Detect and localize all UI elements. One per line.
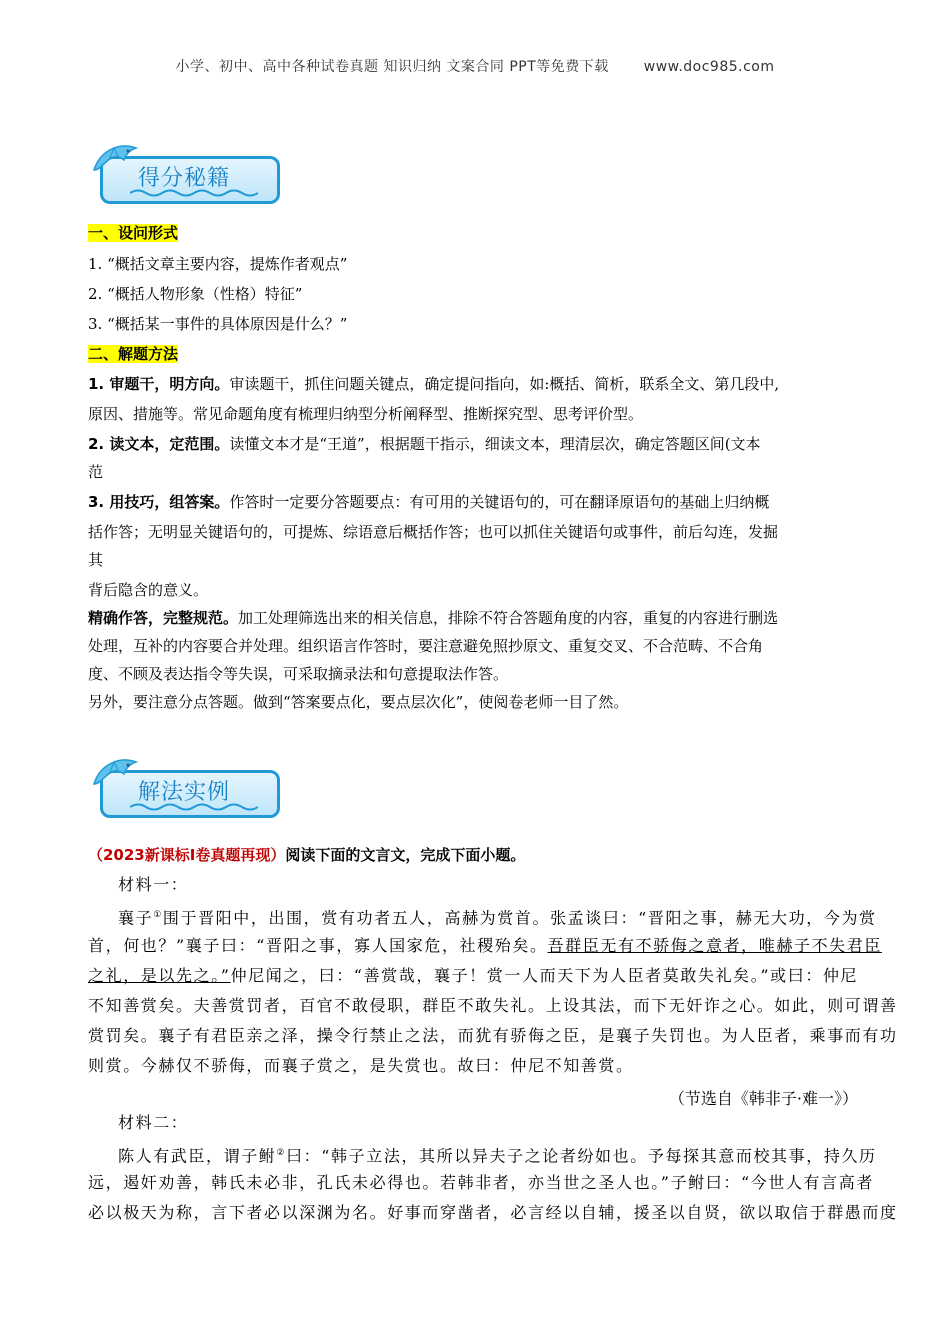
method-3-cont: 括作答；无明显关键语句的，可提炼、综语意后概括作答；也可以抓住关键语句或事件，前后勾连，发掘: [88, 523, 779, 541]
wave-decoration: [130, 802, 258, 812]
material-2-line-2: 远，遏奸劝善，韩氏未必非，孔氏未必得也。若韩非者，亦当世之圣人也。”子鲋曰：“今世人有言高者: [88, 1173, 874, 1192]
precise-answer-cont: 处理，互补的内容要合并处理。组织语言作答时，要注意避免照抄原文、重复交叉、不合范畴、不合角: [88, 637, 764, 655]
method-3-cont2: 其: [88, 551, 104, 569]
method-1-cont: 原因、措施等。常见命题角度有梳理归纳型分析阐释型、推断探究型、思考评价型。: [88, 405, 644, 423]
method-2-cont: 范: [88, 463, 104, 481]
material-1-line-2: 首，何也？”襄子曰：“晋阳之事，寡人国家危，社稷殆矣。吾群臣无有不骄侮之意者，唯赫子不失君臣: [88, 936, 882, 955]
method-1: 1. 审题干，明方向。审读题干，抓住问题关键点，确定提问指向，如:概括、简析，联系全文、第几段中,: [88, 375, 780, 393]
material-1-line-5: 赏罚矣。襄子有君臣亲之泽，操令行禁止之法，而犹有骄侮之臣，是襄子失罚也。为人臣者，乘事而有功: [88, 1026, 898, 1045]
dolphin-icon: [90, 140, 142, 184]
wave-decoration: [130, 188, 258, 198]
method-3: 3. 用技巧，组答案。作答时一定要分答题要点：有可用的关键语句的，可在翻译原语句的基础上归纳概: [88, 493, 770, 511]
material-1-line-1: 襄子①围于晋阳中，出围，赏有功者五人，高赫为赏首。张孟谈曰：“晋阳之事，赫无大功，今为赏: [118, 908, 877, 928]
badge-label: 解法实例: [138, 780, 231, 805]
material-1-source: （节选自《韩非子·难一》）: [668, 1089, 858, 1108]
question-form-2: 2. “概括人物形象（性格）特征”: [88, 285, 303, 303]
dolphin-icon: [90, 754, 142, 798]
header-url[interactable]: www.doc985.com: [643, 59, 775, 75]
page-header: [0, 56, 950, 76]
material-1-line-6: 则赏。今赫仅不骄侮，而襄子赏之，是失赏也。故曰：仲尼不知善赏。: [88, 1056, 634, 1075]
method-2: 2. 读文本，定范围。读懂文本才是“王道”，根据题干指示，细读文本，理清层次，确定答题区间(文本: [88, 435, 761, 453]
material-2-line-1: 陈人有武臣，谓子鲋②曰：“韩子立法，其所以异夫子之论者纷如也。予每探其意而校其事，持久历: [118, 1146, 877, 1166]
precise-answer: 精确作答，完整规范。加工处理筛选出来的相关信息，排除不符合答题角度的内容，重复的内容进行删选: [88, 609, 779, 627]
material-1-title: 材料一：: [118, 875, 189, 894]
note-points: 另外，要注意分点答题。做到“答案要点化，要点层次化”，使阅卷老师一目了然。: [88, 693, 629, 711]
badge-label: 得分秘籍: [138, 166, 231, 191]
heading-methods: 二、解题方法: [88, 345, 179, 363]
header-text: 小学、初中、高中各种试卷真题 知识归纳 文案合同 PPT等免费下载: [175, 59, 609, 75]
question-form-1: 1. “概括文章主要内容，提炼作者观点”: [88, 255, 348, 273]
method-3-cont3: 背后隐含的意义。: [88, 581, 209, 599]
heading-question-forms: 一、设问形式: [88, 224, 179, 242]
material-2-line-3: 必以极天为称，言下者必以深渊为名。好事而穿凿者，必言经以自辅，援圣以自贤，欲以取信于群愚而度: [88, 1203, 898, 1222]
material-2-title: 材料二：: [118, 1113, 189, 1132]
material-1-line-3: 之礼，是以先之。”仲尼闻之，曰：“善赏哉，襄子！赏一人而天下为人臣者莫敢失礼矣。”或曰：仲尼: [88, 966, 859, 985]
section-badge-examples: [90, 762, 290, 822]
example-instruction: （2023新课标I卷真题再现）阅读下面的文言文，完成下面小题。: [88, 846, 526, 864]
question-form-3: 3. “概括某一事件的具体原因是什么？”: [88, 315, 348, 333]
precise-answer-cont2: 度、不顾及表达指令等失误，可采取摘录法和句意提取法作答。: [88, 665, 509, 683]
material-1-line-4: 不知善赏矣。夫善赏罚者，百官不敢侵职，群臣不敢失礼。上设其法，而下无奸诈之心。如此，则可谓善: [88, 996, 898, 1015]
section-badge-scoring-tips: [90, 148, 290, 208]
